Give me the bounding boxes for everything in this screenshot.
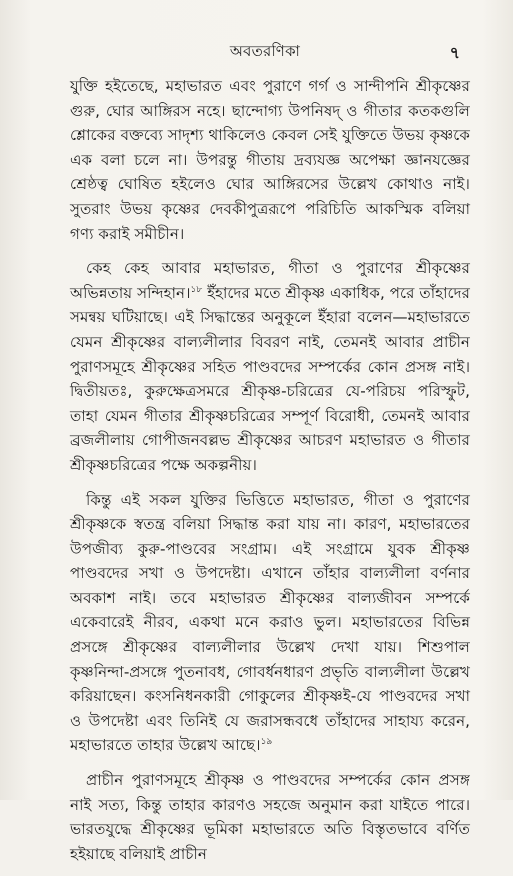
footnote-ref-18: ১৮	[190, 284, 203, 295]
paragraph-4-text: প্রাচীন পুরাণসমূহে শ্রীকৃষ্ণ ও পাণ্ডবদের সম্পর্কের কোন প্রসঙ্গ নাই সত্য, কিন্তু তাহার কারণও সহজে অনুমান করা যাইতে পারে। ভারতযুদ্ধে শ্রীকৃষ্ণের ভূমিকা মহাভারতে অতি বিস্তৃতভাবে বর্ণিত হইয়াছে বলিয়াই প্রাচীন	[70, 771, 470, 863]
paragraph-2	[70, 256, 470, 477]
page-number: ৭	[449, 43, 460, 62]
paragraph-1-text: যুক্তি হইতেছে, মহাভারত এবং পুরাণে গর্গ ও সান্দীপনি শ্রীকৃষ্ণের গুরু, ঘোর আঙ্গিরস নহে। ছান্দোগ্য উপনিষদ্ ও গীতার কতকগুলি শ্লোকের বক্তব্যে সাদৃশ্য থাকিলেও কেবল সেই যুক্তিতে উভয় কৃষ্ণকে এক বলা চলে না। উপরন্তু গীতায় দ্রব্যযজ্ঞ অপেক্ষা জ্ঞানযজ্ঞের শ্রেষ্ঠত্ব ঘোষিত হইলেও ঘোর আঙ্গিরসের উল্লেখ কোথাও নাই। সুতরাং উভয় কৃষ্ণের দেবকীপুত্ররূপে পরিচিতি আকস্মিক বলিয়া গণ্য করাই সমীচীন।	[70, 77, 470, 243]
paragraph-1	[70, 74, 470, 246]
body-text	[70, 74, 470, 876]
running-title: অবতরণিকা	[229, 42, 301, 60]
paragraph-3	[70, 488, 470, 759]
running-header	[70, 40, 460, 64]
paragraph-2-text: কেহ কেহ আবার মহাভারত, গীতা ও পুরাণের শ্রীকৃষ্ণের অভিন্নতায় সন্দিহান।	[70, 259, 470, 302]
paragraph-3-text: কিন্তু এই সকল যুক্তির ভিত্তিতে মহাভারত, গীতা ও পুরাণের শ্রীকৃষ্ণকে স্বতন্ত্র বলিয়া সিদ্ধান্ত করা যায় না। কারণ, মহাভারতের উপজীব্য কুরু-পাণ্ডবের সংগ্রাম। এই সংগ্রামে যুবক শ্রীকৃষ্ণ পাণ্ডবদের সখা ও উপদেষ্টা। এখানে তাঁহার বাল্যলীলা বর্ণনার অবকাশ নাই। তবে মহাভারত শ্রীকৃষ্ণের বাল্যজীবন সম্পর্কে একেবারেই নীরব, একথা মনে করাও ভুল। মহাভারতের বিভিন্ন প্রসঙ্গে শ্রীকৃষ্ণের বাল্যলীলার উল্লেখ দেখা যায়। শিশুপাল কৃষ্ণনিন্দা-প্রসঙ্গে পুতনাবধ, গোবর্ধনধারণ প্রভৃতি বাল্যলীলা উল্লেখ করিয়াছেন। কংসনিধনকারী গোকুলের শ্রীকৃষ্ণই-যে পাণ্ডবদের সখা ও উপদেষ্টা এবং তিনিই যে জরাসন্ধবধে তাঁহাদের সাহায্য করেন, মহাভারতে তাহার উল্লেখ আছে।	[70, 490, 470, 755]
paragraph-4	[70, 768, 470, 866]
paragraph-2-text-continued: ইঁহাদের মতে শ্রীকৃষ্ণ একাধিক, পরে তাঁহাদের সমন্বয় ঘটিয়াছে। এই সিদ্ধান্তের অনুকূলে ইঁহারা বলেন—মহাভারতে যেমন শ্রীকৃষ্ণের বাল্যলীলার বিবরণ নাই, তেমনই আবার প্রাচীন পুরাণসমূহে শ্রীকৃষ্ণের সহিত পাণ্ডবদের সম্পর্কের কোন প্রসঙ্গ নাই। দ্বিতীয়তঃ, কুরুক্ষেত্রসমরে শ্রীকৃষ্ণ-চরিত্রের যে-পরিচয় পরিস্ফুট, তাহা যেমন গীতার শ্রীকৃষ্ণচরিত্রের সম্পূর্ণ বিরোধী, তেমনই আবার ব্রজলীলায় গোপীজনবল্লভ শ্রীকৃষ্ণের আচরণ মহাভারত ও গীতার শ্রীকৃষ্ণচরিত্রের পক্ষে অকল্পনীয়।	[70, 283, 470, 474]
footnote-ref-19: ১৯	[260, 737, 273, 748]
